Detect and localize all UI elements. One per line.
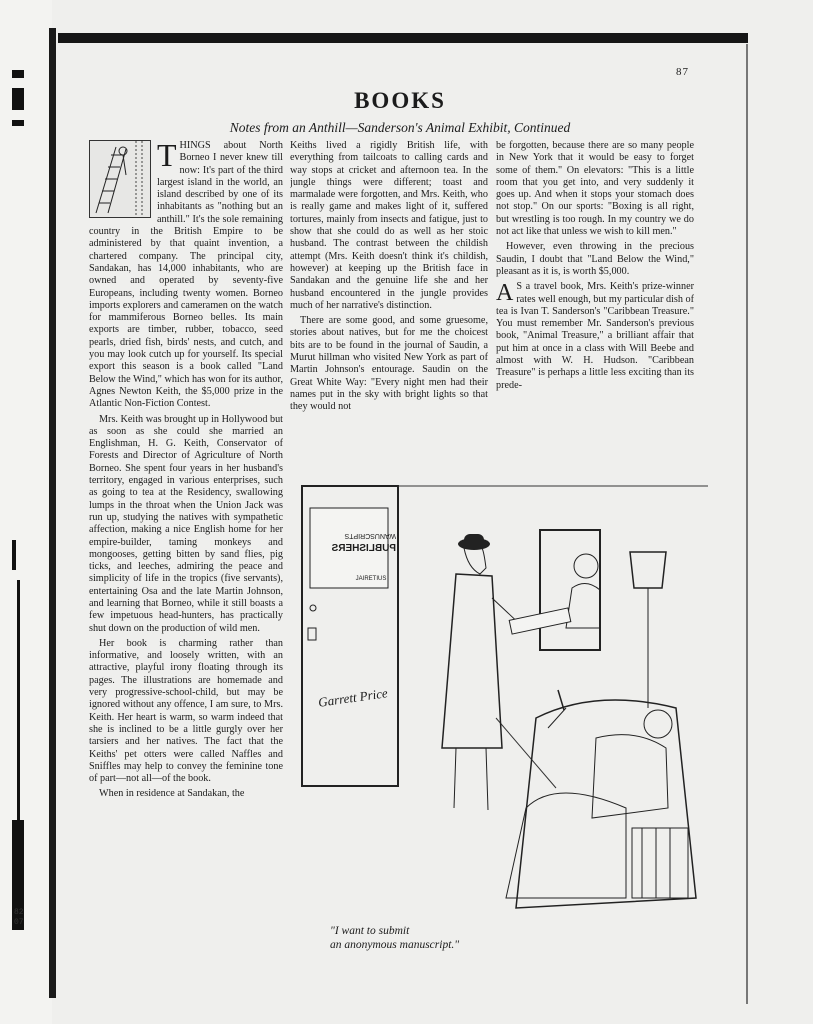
man-head — [464, 548, 486, 574]
binding-margin — [0, 0, 52, 1024]
paragraph: S a travel book, Mrs. Keith's prize-winner rates well enough, but my particular dish of tea is Ivan T. Sanderson's "Caribbean Treasure." You must remember Mr. Sanderson's previous book, "Animal Treasure," a brilliant affair that put him at once in a class with Will Beebe and almost with W. H. Hudson. "Caribbean Treasure" is perhaps a little less exciting than its prede- — [496, 281, 694, 391]
cigarette — [558, 690, 564, 710]
spine-code: 82 07 — [14, 908, 24, 927]
column-3 — [496, 140, 694, 475]
binding-mark — [12, 120, 24, 126]
paragraph: There are some good, and some gruesome, stories about natives, but for me the choicest bits are to be found in the journal of Saudin, a Murut hillman who visited New York as part of Martin Johnson's entourage. Saudin on the Great White Way: "Every night men had their names put in the sky with bright lights so that they would not — [290, 315, 488, 413]
blanket — [506, 793, 626, 898]
man-leg — [486, 748, 488, 810]
lamp-shade — [630, 552, 666, 588]
cartoon-caption — [330, 924, 550, 952]
column-2 — [290, 140, 488, 475]
dropcap-a: A — [496, 280, 514, 307]
man-overcoat — [442, 574, 502, 748]
ladder-drawing — [90, 141, 150, 217]
door-sign-bottom: JAIRETIUS — [355, 576, 387, 582]
caption-line-2: an anonymous manuscript." — [330, 939, 460, 951]
paragraph: Her book is charming rather than informative, and loosely written, with an attractive, playful irony floating through its pages. The illustrations are homemade and very progressive-school-child, but may be ignored without any offence, I am sure, to Mrs. Keith. Her heart is warm, so warm indeed that she is inclined to be a little gurgly over her tarsiers and her natives. The fact that the Keiths' pet otters were called Naffles and Sniffles may help to convey the feminine tone of part—not all—of the book. — [89, 637, 283, 785]
seated-man-head — [644, 710, 672, 738]
right-rule — [746, 44, 748, 1004]
paragraph: be forgotten, because there are so many people in New York that it would be easy to forget some of them." On elevators: "This is a little room that you get into, and very suddenly it goes up. And when it stops your stomach does not stop." On our sports: "Boxing is all right, but wrestling is too rough. In my country we do not act like that unless we wish to kill men." — [496, 140, 694, 238]
door-sign — [331, 532, 396, 582]
paragraph: Keiths lived a rigidly British life, with everything from tailcoats to calling cards and way stops at cricket and afternoon tea. In the jungle things were different; toast and marmalade were forgotten, and Mrs. Keith, who is really game and makes light of it, suffered tortures, mainly from insects and fatigue, just to show that she could do as well as her stoic husband. The contrast between the childish attempt (Mrs. Keith doesn't think it's childish, however) at keeping up the British face in Sandakan and the genuine life she and her husband encountered in the jungle provides much of her narrative's distinction. — [290, 140, 488, 311]
bowler-hat-crown — [464, 534, 484, 546]
binding-mark — [12, 88, 24, 110]
door-knob — [310, 605, 316, 611]
binding-strip — [12, 60, 26, 960]
door-sign-main: PUBLISHERS — [331, 543, 396, 554]
artist-signature: Garrett Price — [317, 685, 389, 710]
spine-line — [49, 28, 56, 998]
binding-mark — [12, 70, 24, 78]
binding-mark — [12, 540, 16, 570]
ladder-vignette-illustration — [89, 140, 151, 218]
column-1 — [89, 140, 283, 950]
service-window — [540, 530, 600, 650]
book-stack — [632, 828, 688, 898]
paragraph: Mrs. Keith was brought up in Hollywood but as soon as she could she married an Englishman, H. G. Keith, Conservator of Forests and Director of Agriculture of North Borneo. She spent four years in her husband's territory, engaged in various enterprises, such as going to tea at the Residency, swallowing lumps in the throat when the Union Jack was run up, studying the natives with sympathetic affection, making a nice English home for her empire-builder, taming monkeys and mongooses, getting bitten by sand flies, pig ticks, and leeches, admiring the peace and simplicity of life in the tropics (five servants), entertaining Osa and the late Martin Johnson, and learning that Borneo, while it still boasts a few impetuous head-hunters, has practically shut down on the production of wild men. — [89, 413, 283, 634]
paragraph: When in residence at Sandakan, the — [99, 788, 245, 800]
man-leg — [454, 748, 456, 808]
caption-line-1: "I want to submit — [330, 925, 410, 937]
door-lock — [308, 628, 316, 640]
seated-man-jacket — [592, 735, 668, 818]
top-bar — [58, 33, 748, 43]
armchair — [516, 700, 696, 908]
page-number: 87 — [676, 66, 689, 78]
floor-line — [496, 718, 556, 788]
paragraph: HINGS about North Borneo I never knew till now: It's part of the third largest island in the world, an island described by one of its inhabitants as "nothing but an anthill." It's the sole remaining country in the British Empire to be administered by that quaint invention, a chartered company. The principal city, Sandakan, has 14,000 inhabitants, who are owned and operated by seventy-five Europeans, including twenty women. Borneo imports explorers and cameramen on the watch for mammiferous Borneo belles. Its main exports are timber, rubber, tobacco, seed pearls, dried fish, birds' nests, and cutch, and you may look cutch up for yourself. Its special export this season is a book called "Land Below the Wind," which has won for its author, Agnes Newton Keith, the $5,000 prize in the Atlantic Non-Fiction Contest. — [89, 140, 283, 410]
article-subtitle: Notes from an Anthill—Sanderson's Animal Exhibit, Continued — [229, 120, 571, 135]
section-title: BOOKS — [354, 88, 446, 113]
paragraph: However, even throwing in the precious Saudin, I doubt that "Land Below the Wind," pleasant as it is, is worth $5,000. — [496, 241, 694, 277]
clerk-head — [574, 554, 598, 578]
dropcap-t: T — [157, 140, 177, 173]
door-sign-top: WANUSCRIPTS — [344, 532, 396, 539]
